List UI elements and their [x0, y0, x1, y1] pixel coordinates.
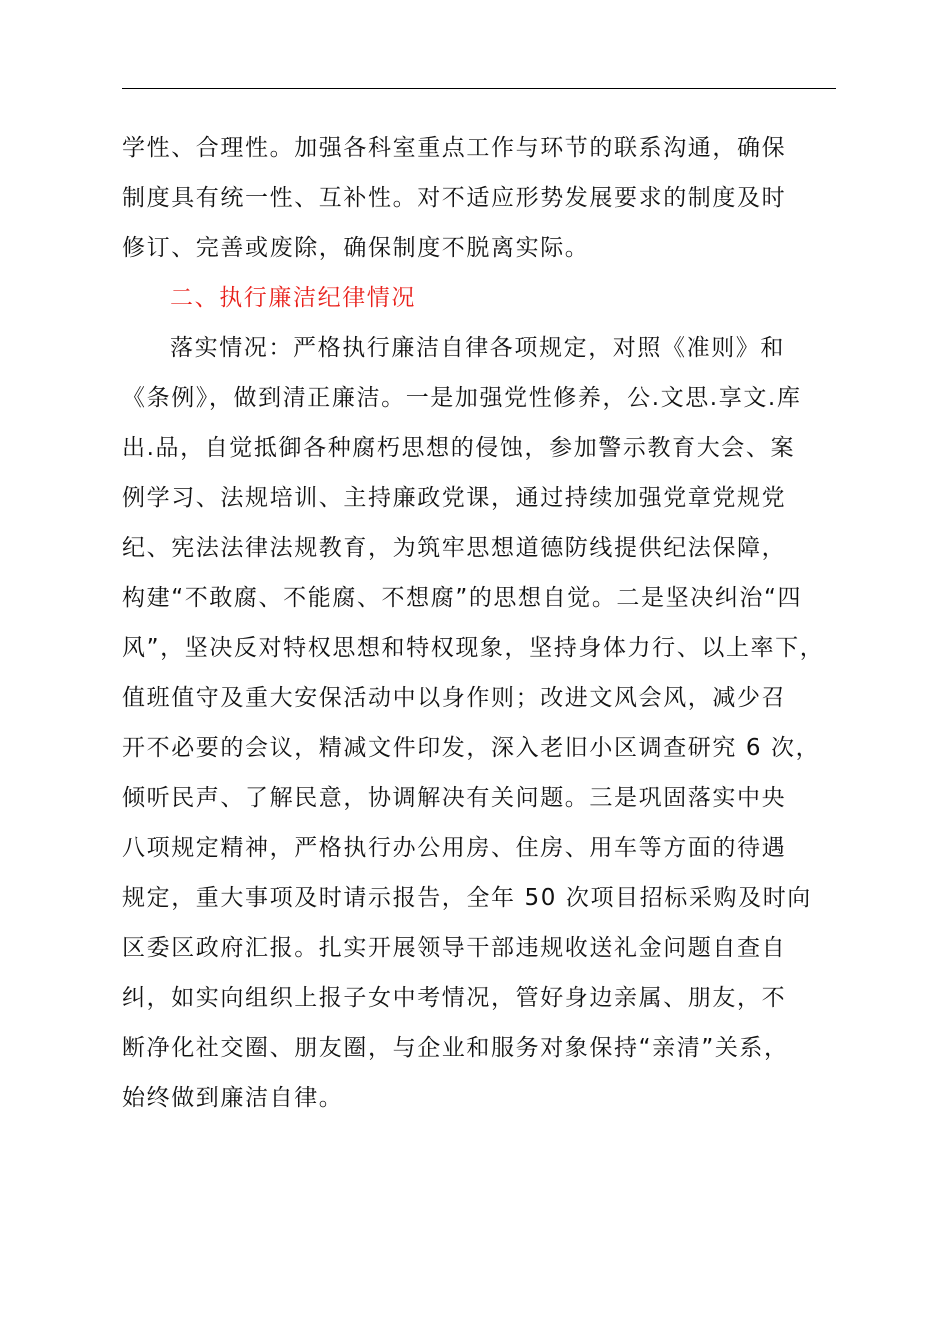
body-line: 纪、宪法法律法规教育，为筑牢思想道德防线提供纪法保障，	[122, 535, 787, 561]
body-line: 断净化社交圈、朋友圈，与企业和服务对象保持“亲清”关系，	[122, 1035, 789, 1061]
body-line: 学性、合理性。加强各科室重点工作与环节的联系沟通，确保	[122, 135, 787, 161]
body-line: 构建“不敢腐、不能腐、不想腐”的思想自觉。二是坚决纠治“四	[122, 585, 803, 611]
body-line: 风”，坚决反对特权思想和特权现象，坚持身体力行、以上率下，	[122, 635, 825, 661]
body-line: 修订、完善或废除，确保制度不脱离实际。	[122, 235, 590, 261]
body-line: 开不必要的会议，精减文件印发，深入老旧小区调查研究 6 次，	[122, 735, 821, 761]
section-heading: 二、执行廉洁纪律情况	[170, 285, 416, 311]
body-line: 八项规定精神，严格执行办公用房、住房、用车等方面的待遇	[122, 835, 787, 861]
paragraph-first-line: 落实情况：严格执行廉洁自律各项规定，对照《准则》和	[170, 335, 785, 361]
body-line: 始终做到廉洁自律。	[122, 1085, 344, 1111]
body-line: 倾听民声、了解民意，协调解决有关问题。三是巩固落实中央	[122, 785, 787, 811]
body-line: 规定，重大事项及时请示报告，全年 50 次项目招标采购及时向	[122, 885, 812, 911]
body-line: 出.品，自觉抵御各种腐朽思想的侵蚀，参加警示教育大会、案	[122, 435, 796, 461]
header-rule	[122, 88, 836, 89]
body-line: 制度具有统一性、互补性。对不适应形势发展要求的制度及时	[122, 185, 787, 211]
body-line: 区委区政府汇报。扎实开展领导干部违规收送礼金问题自查自	[122, 935, 787, 961]
body-line: 例学习、法规培训、主持廉政党课，通过持续加强党章党规党	[122, 485, 787, 511]
body-line: 纠，如实向组织上报子女中考情况，管好身边亲属、朋友，不	[122, 985, 787, 1011]
body-line: 值班值守及重大安保活动中以身作则；改进文风会风，减少召	[122, 685, 787, 711]
body-line: 《条例》，做到清正廉洁。一是加强党性修养，公.文思.享文.库	[122, 385, 802, 411]
